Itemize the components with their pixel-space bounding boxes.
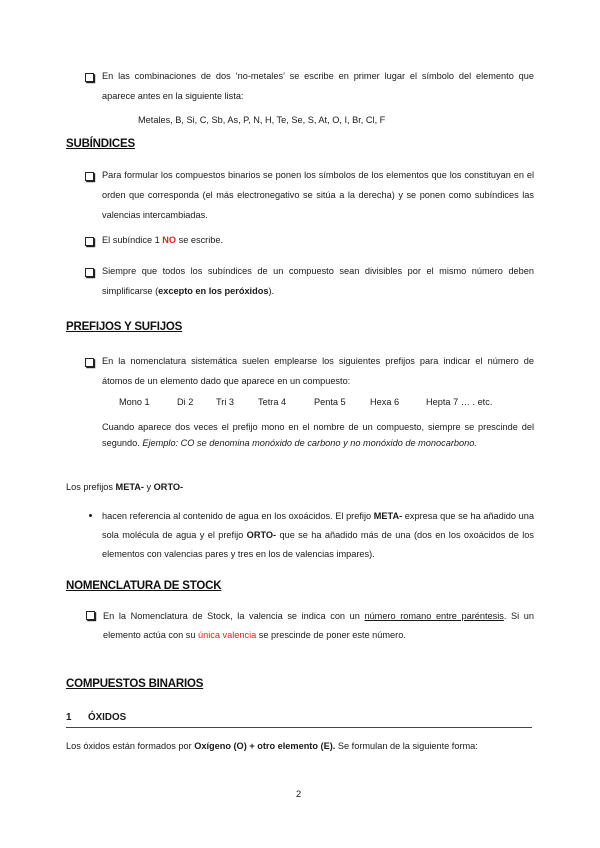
subindices-item-2-text: El subíndice 1 [102,235,163,245]
stock-paragraph [103,607,534,645]
prefix-mono: Mono 1 [119,397,150,407]
prefijos-item-1: En la nomenclatura sistemática suelen emplearse los siguientes prefijos para indicar el número de átomos de un elemento dado que aparece en un compuesto: [102,356,534,386]
meta-orto-explanation [102,507,534,564]
heading-nomenclatura-stock: NOMENCLATURA DE STOCK [66,580,222,592]
roman-numeral-phrase: número romano entre paréntesis [364,611,504,621]
meta-orto-intro [66,477,183,497]
oxidos-paragraph [66,736,478,756]
subindices-item-3-end: ). [268,286,275,296]
prefix-hexa: Hexa 6 [370,397,400,407]
checkbox-bullet-icon [85,268,94,277]
subindices-item-3 [102,261,534,301]
checkbox-bullet-icon [85,172,94,181]
meta-orto-text-2: expresa que se ha añadido una sola molécula de agua y el prefijo [102,511,535,540]
checkbox-bullet-icon [85,73,94,82]
mono-example: Ejemplo: CO se denomina monóxido de carbono y no monóxido de monocarbono. [142,438,477,448]
prefix-hepta: Hepta 7 … . etc. [426,397,493,407]
mono-prefix-note [102,419,534,451]
prefix-penta: Penta 5 [314,397,346,407]
section-number: 1 [66,712,72,723]
prefix-list [0,397,600,411]
orto-label: ORTO- [153,482,184,492]
stock-text-2: . Si un elemento actúa con su [103,611,535,640]
subindices-item-2 [102,230,223,250]
prefix-tri: Tri 3 [216,397,235,407]
section-rule [66,727,532,728]
orto-term: ORTO- [246,530,277,540]
heading-prefijos-sufijos: PREFIJOS Y SUFIJOS [66,321,183,333]
meta-orto-and: y [143,482,154,492]
checkbox-bullet-icon [85,237,94,246]
meta-orto-text-3: que se ha añadido más de una (dos en los oxoácidos de los elementos con valencias pares y tres en los de valencias impares). [102,530,534,559]
unica-valencia: única valencia [198,630,257,640]
prefix-di: Di 2 [177,397,194,407]
heading-subindices: SUBÍNDICES [66,138,135,150]
stock-text-3: se prescinde de poner este número. [256,630,406,640]
meta-orto-text: Los prefijos [66,482,116,492]
oxidos-formula: Oxígeno (O) + otro elemento (E). [194,741,336,751]
page-number: 2 [296,788,302,799]
subindices-item-2-end: se escribe. [176,235,224,245]
intro-paragraph: En las combinaciones de dos ‘no-metales’ se escribe en primer lugar el símbolo del elemento que aparece antes en la siguiente lista: [102,71,534,101]
subindices-item-1: Para formular los compuestos binarios se ponen los símbolos de los elementos que los constituyan en el orden que corresponda (el más electronegativo se sitúa a la derecha) y se ponen como subíndices las valencias intercambiadas. [102,170,534,220]
section-title-oxidos: ÓXIDOS [88,712,127,723]
oxidos-text-1: Los óxidos están formados por [66,741,195,751]
no-highlight: NO [162,235,177,245]
prefix-tetra: Tetra 4 [258,397,287,407]
bullet-dot [89,514,92,517]
element-order-list: Metales, B, Si, C, Sb, As, P, N, H, Te, Se, S, At, O, I, Br, Cl, F [138,115,386,125]
mono-note-text: Cuando aparece dos veces el prefijo mono en el nombre de un compuesto, siempre se prescinde del segundo. [102,422,534,448]
stock-text-1: En la Nomenclatura de Stock, la valencia se indica con un [103,611,365,621]
meta-orto-text-1: hacen referencia al contenido de agua en los oxoácidos. El prefijo [102,511,374,521]
oxidos-text-2: Se formulan de la siguiente forma: [335,741,478,751]
checkbox-bullet-icon [85,358,94,367]
subindices-item-3-text: Siempre que todos los subíndices de un compuesto sean divisibles por el mismo número deben simplificarse ( [102,266,534,296]
meta-term: META- [373,511,403,521]
meta-label: META- [115,482,144,492]
peroxidos-exception: excepto en los peróxidos [158,286,269,296]
checkbox-bullet-icon [86,611,95,620]
heading-compuestos-binarios: COMPUESTOS BINARIOS [66,678,204,690]
